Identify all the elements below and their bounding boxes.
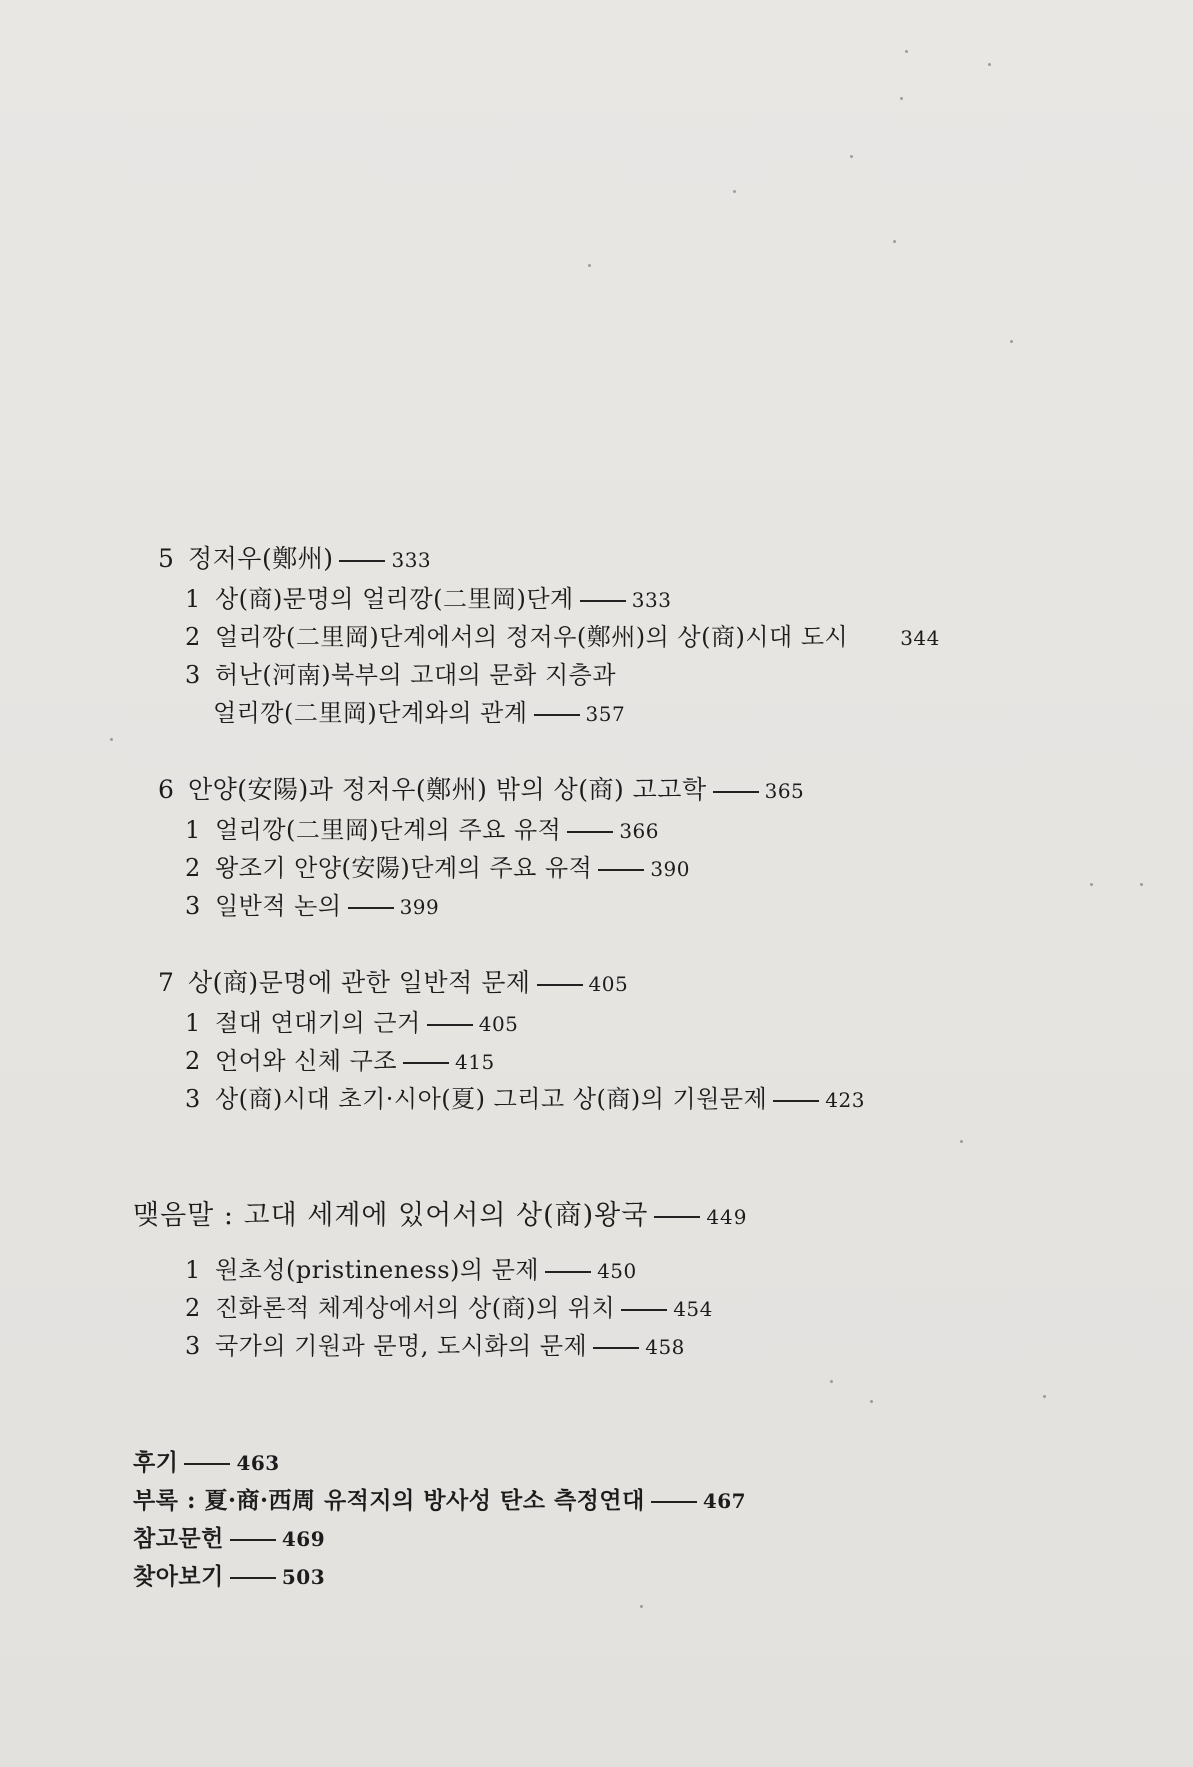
section-number: 2 — [185, 623, 201, 651]
conclusion-title: 맺음말 : 고대 세계에 있어서의 상(商)왕국 — [133, 1200, 649, 1231]
leader-dash — [427, 1024, 473, 1026]
section-number: 2 — [185, 854, 201, 882]
section-title-continued: 얼리깡(二里岡)단계와의 관계 — [213, 699, 528, 727]
section-number: 1 — [185, 816, 201, 844]
paper-speck — [870, 1400, 873, 1403]
leader-dash — [348, 907, 394, 909]
page-number: 458 — [645, 1335, 685, 1359]
paper-speck — [893, 240, 896, 243]
toc-chapter-6[interactable] — [158, 775, 804, 806]
toc-afterword[interactable] — [133, 1448, 280, 1478]
section-title: 얼리깡(二里岡)단계의 주요 유적 — [215, 816, 562, 844]
chapter-number: 7 — [158, 968, 175, 997]
page-number: 344 — [900, 626, 940, 650]
back-matter-title: 참고문헌 — [133, 1525, 224, 1552]
section-number: 2 — [185, 1294, 201, 1322]
page-number: 365 — [764, 779, 805, 803]
leader-dash — [593, 1347, 639, 1349]
page-number: 399 — [399, 895, 440, 919]
page-number: 357 — [585, 702, 626, 726]
section-title: 상(商)시대 초기·시아(夏) 그리고 상(商)의 기원문제 — [215, 1085, 768, 1113]
toc-section-6-3[interactable] — [185, 891, 439, 922]
leader-dash — [184, 1463, 230, 1465]
toc-section-5-3[interactable] — [185, 660, 616, 690]
section-number: 3 — [185, 661, 201, 689]
section-number: 3 — [185, 892, 201, 920]
toc-chapter-5[interactable] — [158, 544, 431, 575]
toc-conclusion-section-2[interactable] — [185, 1293, 713, 1324]
toc-conclusion-section-3[interactable] — [185, 1331, 685, 1362]
leader-dash — [773, 1100, 819, 1102]
chapter-number: 5 — [158, 544, 175, 573]
section-title: 원초성(pristineness)의 문제 — [215, 1256, 540, 1284]
page-number: 454 — [673, 1297, 713, 1321]
section-number: 1 — [185, 585, 201, 613]
section-title: 절대 연대기의 근거 — [215, 1009, 421, 1037]
leader-dash — [230, 1577, 276, 1579]
paper-speck — [110, 738, 113, 741]
paper-speck — [1010, 340, 1013, 343]
leader-dash — [534, 714, 580, 716]
page-number: 467 — [702, 1489, 747, 1513]
paper-speck — [988, 63, 991, 66]
toc-index[interactable] — [133, 1562, 325, 1592]
paper-speck — [850, 155, 853, 158]
leader-dash — [545, 1271, 591, 1273]
toc-section-7-2[interactable] — [185, 1046, 495, 1077]
paper-speck — [588, 264, 591, 267]
leader-dash — [339, 560, 385, 562]
toc-section-5-2[interactable] — [185, 622, 940, 653]
toc-section-5-3-continued[interactable] — [213, 698, 625, 729]
section-number: 3 — [185, 1085, 201, 1113]
leader-dash — [651, 1501, 697, 1503]
back-matter-title: 찾아보기 — [133, 1563, 224, 1590]
paper-speck — [640, 1605, 643, 1608]
page-number: 333 — [391, 548, 432, 572]
toc-section-7-1[interactable] — [185, 1008, 518, 1039]
page-number: 469 — [281, 1527, 326, 1551]
leader-dash — [230, 1539, 276, 1541]
leader-dash — [654, 1216, 700, 1218]
page-number: 366 — [619, 819, 660, 843]
toc-section-7-3[interactable] — [185, 1084, 865, 1115]
chapter-number: 6 — [158, 775, 175, 804]
leader-dash — [580, 600, 626, 602]
paper-speck — [1140, 883, 1143, 886]
toc-conclusion[interactable] — [133, 1201, 748, 1232]
toc-references[interactable] — [133, 1524, 325, 1554]
section-title: 국가의 기원과 문명, 도시화의 문제 — [215, 1332, 588, 1360]
toc-section-6-2[interactable] — [185, 853, 690, 884]
chapter-title: 안양(安陽)과 정저우(鄭州) 밖의 상(商) 고고학 — [188, 775, 707, 804]
paper-speck — [733, 190, 736, 193]
toc-appendix[interactable] — [133, 1486, 746, 1516]
toc-chapter-7[interactable] — [158, 968, 628, 999]
section-title: 언어와 신체 구조 — [215, 1047, 398, 1075]
section-number: 3 — [185, 1332, 201, 1360]
leader-dash — [567, 831, 613, 833]
page-number: 390 — [650, 857, 691, 881]
page-number: 423 — [825, 1088, 865, 1112]
page-number: 405 — [588, 972, 629, 996]
leader-dash — [621, 1309, 667, 1311]
section-title: 왕조기 안양(安陽)단계의 주요 유적 — [215, 854, 593, 882]
section-title: 진화론적 체계상에서의 상(商)의 위치 — [215, 1294, 616, 1322]
toc-section-5-1[interactable] — [185, 584, 671, 615]
section-number: 1 — [185, 1256, 201, 1284]
paper-speck — [905, 50, 908, 53]
paper-speck — [830, 1380, 833, 1383]
paper-speck — [960, 1140, 963, 1143]
paper-speck — [1043, 1395, 1046, 1398]
section-number: 2 — [185, 1047, 201, 1075]
toc-conclusion-section-1[interactable] — [185, 1255, 637, 1286]
section-title: 일반적 논의 — [215, 892, 342, 920]
chapter-title: 상(商)문명에 관한 일반적 문제 — [188, 968, 531, 997]
page-number: 463 — [236, 1451, 280, 1475]
section-title: 상(商)문명의 얼리깡(二里岡)단계 — [215, 585, 574, 613]
toc-section-6-1[interactable] — [185, 815, 659, 846]
page-number: 449 — [706, 1205, 748, 1229]
section-title: 허난(河南)북부의 고대의 문화 지층과 — [215, 661, 617, 689]
section-title: 얼리깡(二里岡)단계에서의 정저우(鄭州)의 상(商)시대 도시 — [215, 623, 849, 651]
page-number: 415 — [455, 1050, 495, 1074]
chapter-title: 정저우(鄭州) — [188, 544, 334, 573]
back-matter-title: 부록 : 夏·商·西周 유적지의 방사성 탄소 측정연대 — [133, 1487, 645, 1514]
leader-dash — [403, 1062, 449, 1064]
paper-speck — [900, 97, 903, 100]
page-number: 503 — [281, 1565, 326, 1589]
section-number: 1 — [185, 1009, 201, 1037]
page-number: 405 — [478, 1012, 519, 1036]
back-matter-title: 후기 — [133, 1449, 179, 1476]
page-number: 450 — [597, 1259, 637, 1283]
leader-dash — [713, 791, 759, 793]
leader-dash — [598, 869, 644, 871]
paper-speck — [1090, 883, 1093, 886]
page-number: 333 — [631, 588, 672, 612]
leader-dash — [537, 984, 583, 986]
